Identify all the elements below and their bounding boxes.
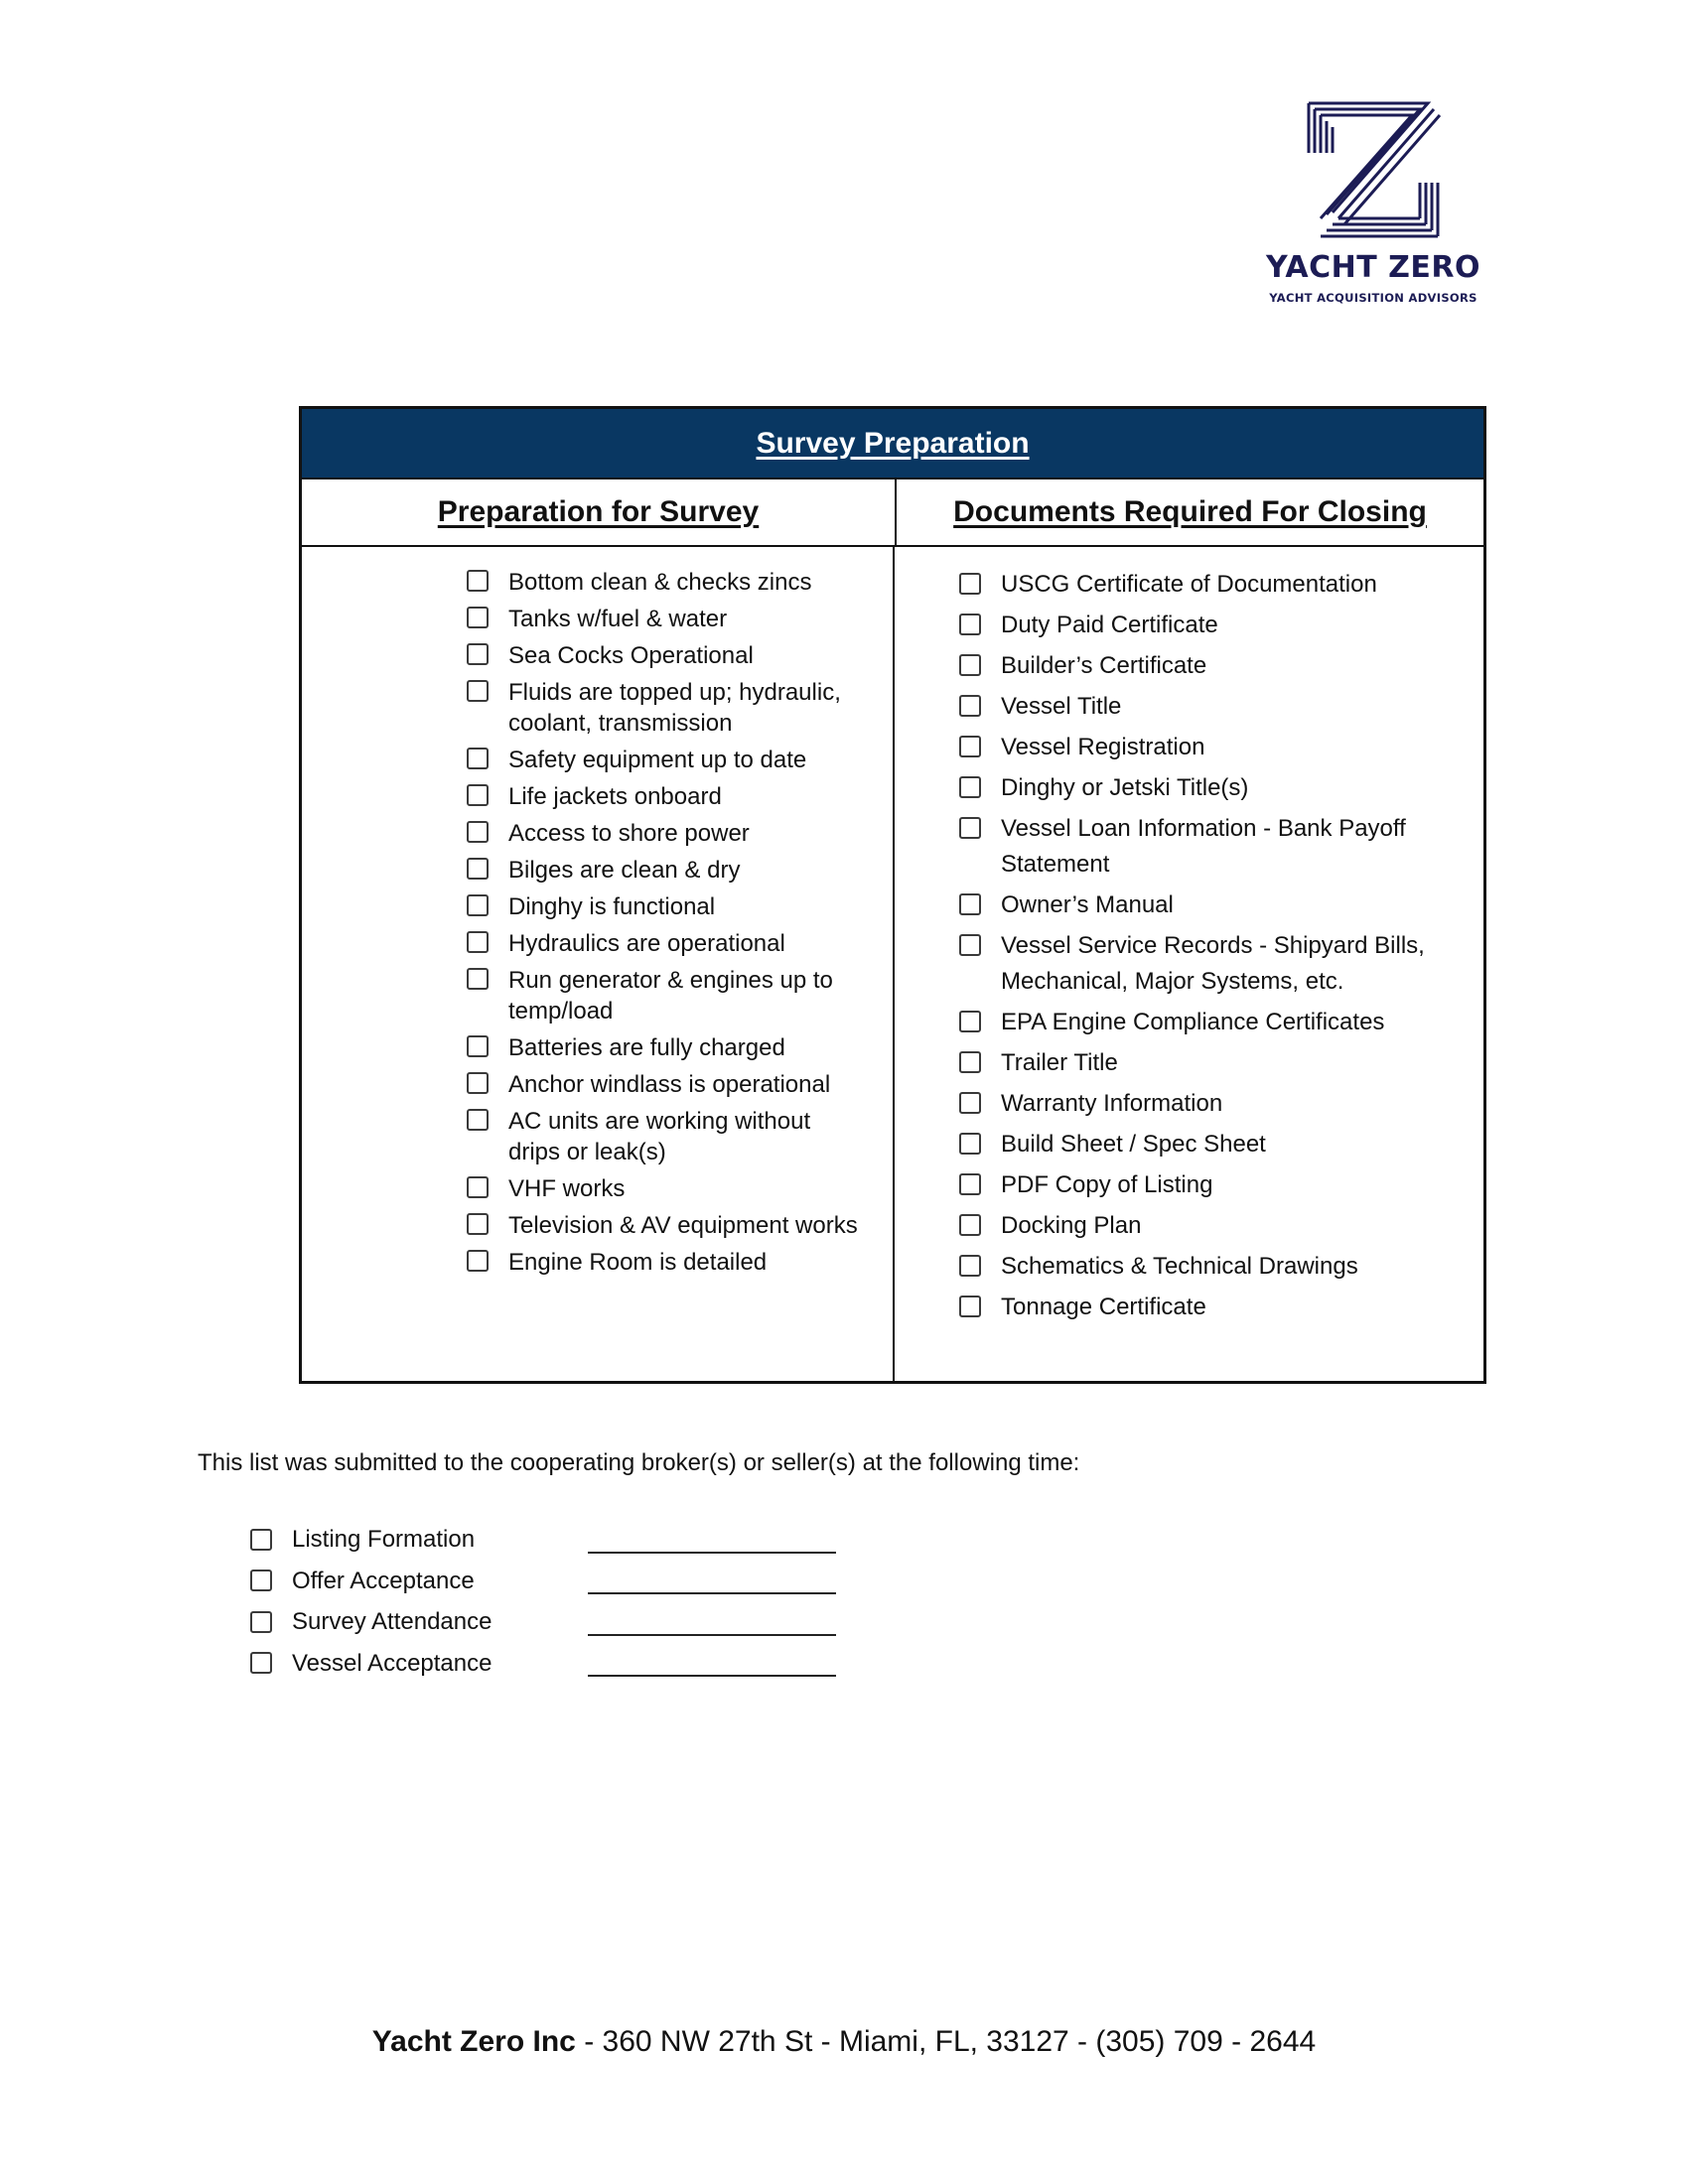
checklist-item [467, 891, 893, 922]
checklist-label: Run generator & engines up to temp/load [508, 967, 833, 1024]
checklist-label: Bilges are clean & dry [508, 857, 741, 884]
checklist-label: Access to shore power [508, 820, 750, 847]
document-item [959, 730, 1483, 765]
company-logo [1259, 95, 1487, 324]
checklist-label: AC units are working without drips or leak(s) [508, 1108, 811, 1165]
document-label: PDF Copy of Listing [1001, 1171, 1213, 1198]
checklist-label: Anchor windlass is operational [508, 1071, 831, 1098]
checkbox[interactable] [959, 776, 981, 798]
checkbox[interactable] [959, 1092, 981, 1114]
submission-item [250, 1601, 836, 1643]
document-label: Schematics & Technical Drawings [1001, 1253, 1358, 1280]
document-item [959, 689, 1483, 725]
checkbox[interactable] [959, 934, 981, 956]
footer-address: - 360 NW 27th St - Miami, FL, 33127 - (305) 709 - 2644 [575, 2025, 1317, 2058]
checkbox[interactable] [467, 680, 489, 702]
checkbox[interactable] [467, 1072, 489, 1094]
document-item [959, 608, 1483, 643]
checkbox[interactable] [959, 736, 981, 757]
document-item [959, 1005, 1483, 1040]
document-label: Vessel Title [1001, 693, 1122, 720]
checklist-item [467, 1210, 893, 1241]
checkbox[interactable] [959, 1051, 981, 1073]
footer-company: Yacht Zero Inc [371, 2025, 576, 2058]
document-label: Warranty Information [1001, 1090, 1223, 1117]
date-blank-line[interactable] [588, 1570, 836, 1594]
checklist-item [467, 781, 893, 812]
submission-item [250, 1519, 836, 1561]
checklist-item [467, 855, 893, 886]
date-blank-line[interactable] [588, 1653, 836, 1677]
checklist-label: Batteries are fully charged [508, 1034, 785, 1061]
document-item [959, 1127, 1483, 1162]
checklist-item [467, 965, 893, 1026]
checkbox[interactable] [959, 1255, 981, 1277]
logo-name: YACHT ZERO [1266, 250, 1480, 285]
document-item [959, 1086, 1483, 1122]
checklist-item [467, 1069, 893, 1100]
table-title: Survey Preparation [756, 426, 1030, 460]
checkbox[interactable] [467, 570, 489, 592]
document-label: Builder’s Certificate [1001, 652, 1207, 679]
checkbox[interactable] [959, 893, 981, 915]
preparation-list [302, 547, 895, 1383]
checklist-item [467, 1247, 893, 1278]
document-label: Vessel Loan Information - Bank Payoff Statement [1001, 815, 1406, 878]
document-label: EPA Engine Compliance Certificates [1001, 1009, 1385, 1035]
checklist-item [467, 1106, 893, 1167]
checkbox[interactable] [250, 1611, 272, 1633]
document-item [959, 887, 1483, 923]
submission-label: Vessel Acceptance [292, 1649, 492, 1677]
checkbox[interactable] [250, 1570, 272, 1591]
table-header [302, 409, 1483, 479]
preparation-heading: Preparation for Survey [302, 479, 897, 545]
checkbox[interactable] [467, 1176, 489, 1198]
checkbox[interactable] [467, 1035, 489, 1057]
submission-label: Offer Acceptance [292, 1567, 475, 1594]
checklist-label: VHF works [508, 1175, 626, 1202]
checkbox[interactable] [959, 573, 981, 595]
checkbox[interactable] [467, 968, 489, 990]
checkbox[interactable] [467, 1109, 489, 1131]
checkbox[interactable] [959, 654, 981, 676]
checkbox[interactable] [467, 1213, 489, 1235]
yacht-zero-logo-icon [1299, 95, 1448, 244]
document-item [959, 928, 1483, 1000]
checklist-item [467, 567, 893, 598]
checkbox[interactable] [959, 1133, 981, 1155]
logo-tagline: YACHT ACQUISITION ADVISORS [1269, 291, 1477, 305]
submission-label: Listing Formation [292, 1526, 476, 1554]
checkbox[interactable] [959, 614, 981, 635]
document-item [959, 1208, 1483, 1244]
document-item [959, 1249, 1483, 1285]
checklist-label: Television & AV equipment works [508, 1212, 858, 1239]
document-label: Build Sheet / Spec Sheet [1001, 1131, 1266, 1158]
checkbox[interactable] [467, 931, 489, 953]
table-body [302, 547, 1483, 1383]
checklist-item [467, 1173, 893, 1204]
document-label: USCG Certificate of Documentation [1001, 571, 1377, 598]
checkbox[interactable] [250, 1652, 272, 1674]
checkbox[interactable] [959, 695, 981, 717]
checklist-item [467, 928, 893, 959]
document-item [959, 567, 1483, 603]
checkbox[interactable] [959, 1214, 981, 1236]
document-label: Tonnage Certificate [1001, 1294, 1206, 1320]
checkbox[interactable] [467, 784, 489, 806]
document-item [959, 648, 1483, 684]
document-label: Docking Plan [1001, 1212, 1142, 1239]
submission-item [250, 1643, 836, 1685]
checklist-item [467, 677, 893, 739]
date-blank-line[interactable] [588, 1530, 836, 1554]
checkbox[interactable] [467, 858, 489, 880]
document-item [959, 811, 1483, 883]
checkbox[interactable] [467, 894, 489, 916]
column-headers [302, 479, 1483, 547]
document-label: Duty Paid Certificate [1001, 612, 1218, 638]
checklist-label: Safety equipment up to date [508, 747, 807, 773]
document-item [959, 1045, 1483, 1081]
submission-statement: This list was submitted to the cooperating broker(s) or seller(s) at the following time: [198, 1449, 1080, 1476]
checklist-label: Hydraulics are operational [508, 930, 785, 957]
checklist-item [467, 1032, 893, 1063]
checklist-label: Bottom clean & checks zincs [508, 569, 812, 596]
submission-item [250, 1561, 836, 1602]
checkbox[interactable] [467, 1250, 489, 1272]
checkbox[interactable] [959, 1296, 981, 1317]
documents-list [895, 547, 1483, 1383]
footer [0, 2025, 1688, 2059]
checkbox[interactable] [959, 1173, 981, 1195]
checkbox[interactable] [467, 607, 489, 628]
documents-heading: Documents Required For Closing [953, 495, 1427, 528]
document-label: Trailer Title [1001, 1049, 1118, 1076]
submission-label: Survey Attendance [292, 1608, 492, 1636]
checklist-item [467, 604, 893, 634]
checklist-label: Fluids are topped up; hydraulic, coolant, transmission [508, 679, 841, 737]
checklist-label: Sea Cocks Operational [508, 642, 754, 669]
checklist-item [467, 818, 893, 849]
checklist-item [467, 640, 893, 671]
checkbox[interactable] [467, 748, 489, 769]
checklist-label: Tanks w/fuel & water [508, 606, 728, 632]
checkbox[interactable] [959, 1011, 981, 1032]
document-label: Owner’s Manual [1001, 891, 1174, 918]
checklist-label: Life jackets onboard [508, 783, 722, 810]
checkbox[interactable] [250, 1529, 272, 1551]
document-item [959, 1290, 1483, 1325]
document-label: Vessel Service Records - Shipyard Bills, Mechanical, Major Systems, etc. [1001, 932, 1425, 995]
survey-preparation-table [299, 406, 1486, 1384]
document-label: Vessel Registration [1001, 734, 1205, 760]
checkbox[interactable] [959, 817, 981, 839]
document-item [959, 770, 1483, 806]
document-label: Dinghy or Jetski Title(s) [1001, 774, 1249, 801]
date-blank-line[interactable] [588, 1612, 836, 1636]
checkbox[interactable] [467, 643, 489, 665]
checklist-item [467, 745, 893, 775]
document-item [959, 1167, 1483, 1203]
checklist-label: Engine Room is detailed [508, 1249, 768, 1276]
submission-timeline [250, 1519, 836, 1684]
checklist-label: Dinghy is functional [508, 893, 716, 920]
checkbox[interactable] [467, 821, 489, 843]
